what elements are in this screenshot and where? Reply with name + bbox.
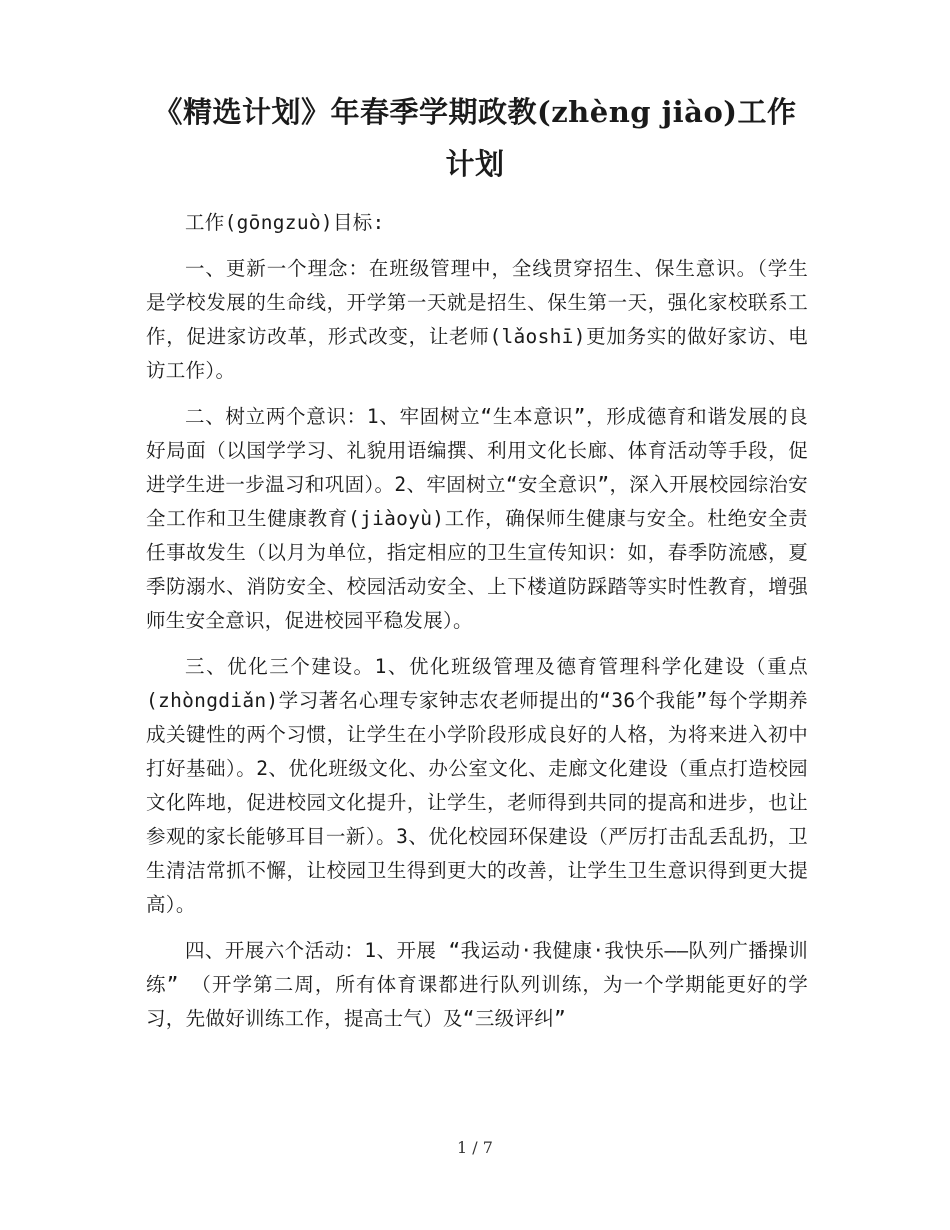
paragraph-goal-heading: 工作(gōngzuò)目标: (185, 211, 385, 234)
document-title: 《精选计划》年春季学期政教(zhèng jiào)工作计划 (153, 95, 797, 181)
page-number: 1 / 7 (457, 1138, 493, 1157)
paragraph-item-two: 二、树立两个意识：1、牢固树立“生本意识”，形成德育和谐发展的良好局面（以国学学习、礼貌用语编撰、利用文化长廊、体育活动等手段，促进学生进一步温习和巩固）。2、牢固树立“安全意识”，深入开展校园综治安全工作和卫生健康教育(jiàoyù)工作，确保师生健康与安全。杜绝安全责任事故发生（以月为单位，指定相应的卫生宣传知识：如，春季防流感，夏季防溺水、消防安全、校园活动安全、上下楼道防踩踏等实时性教育，增强师生安全意识，促进校园平稳发展）。 (146, 405, 808, 632)
paragraph-item-three: 三、优化三个建设。1、优化班级管理及德育管理科学化建设（重点(zhòngdiǎn)学习著名心理专家钟志农老师提出的“36个我能”每个学期养成关键性的两个习惯，让学生在小学阶段形成良好的人格，为将来进入初中打好基础）。2、优化班级文化、办公室文化、走廊文化建设（重点打造校园文化阵地，促进校园文化提升，让学生，老师得到共同的提高和进步，也让参观的家长能够耳目一新）。3、优化校园环保建设（严厉打击乱丢乱扔，卫生清洁常抓不懈，让校园卫生得到更大的改善，让学生卫生意识得到更大提高）。 (146, 655, 808, 916)
document-body (146, 206, 808, 1048)
paragraph-item-four: 四、开展六个活动：1、开展 “我运动·我健康·我快乐——队列广播操训练” （开学第二周，所有体育课都进行队列训练，为一个学期能更好的学习，先做好训练工作，提高士气）及“三级评纠” (146, 939, 808, 1030)
paragraph-item-one: 一、更新一个理念：在班级管理中，全线贯穿招生、保生意识。（学生是学校发展的生命线，开学第一天就是招生、保生第一天，强化家校联系工作，促进家访改革，形式改变，让老师(lǎoshī)更加务实的做好家访、电访工作）。 (146, 257, 808, 382)
